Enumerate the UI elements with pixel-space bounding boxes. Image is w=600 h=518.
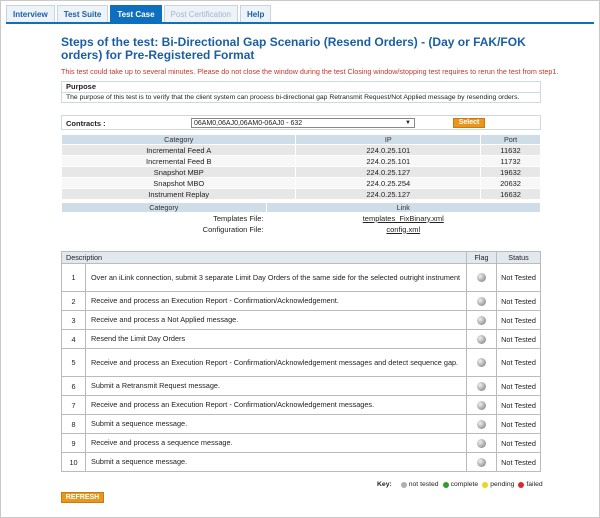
purpose-panel: [61, 81, 541, 103]
feeds-cell-ip: 224.0.25.101: [296, 156, 481, 167]
feeds-cell-port: 16632: [481, 189, 541, 200]
step-status: Not Tested: [497, 349, 541, 377]
purpose-text: The purpose of this test is to verify that the client system can process bi-directional gap Retransmit Request/Not Applied message by resending orders.: [66, 94, 520, 101]
step-description: Receive and process an Execution Report - Confirmation/Acknowledgement.: [86, 292, 467, 311]
files-header-link: Link: [266, 203, 540, 213]
steps-header-status: Status: [497, 252, 541, 264]
tab-help[interactable]: Help: [240, 5, 271, 23]
contracts-selected-value: 06AM0,06AJ0,06AM0-06AJ0 - 632: [194, 120, 303, 127]
step-description: Submit a Retransmit Request message.: [86, 377, 467, 396]
tab-post-certification: Post Certification: [164, 5, 238, 23]
files-row: [62, 224, 541, 235]
step-description: Receive and process an Execution Report - Confirmation/Acknowledgement messages.: [86, 396, 467, 415]
step-row: [62, 330, 541, 349]
status-dot-icon: [477, 458, 486, 467]
tab-underline: [6, 22, 594, 24]
step-status: Not Tested: [497, 396, 541, 415]
key-item-label: complete: [450, 481, 479, 488]
step-description: Submit a sequence message.: [86, 453, 467, 472]
step-number: 10: [62, 453, 86, 472]
key-label: Key:: [377, 481, 392, 488]
step-status: Not Tested: [497, 330, 541, 349]
feeds-cell-port: 11632: [481, 145, 541, 156]
feeds-cell-category: Snapshot MBP: [62, 167, 296, 178]
status-dot-icon: [477, 358, 486, 367]
feeds-cell-ip: 224.0.25.101: [296, 145, 481, 156]
step-number: 6: [62, 377, 86, 396]
step-row: [62, 396, 541, 415]
step-flag: [467, 292, 497, 311]
step-status: Not Tested: [497, 264, 541, 292]
step-flag: [467, 311, 497, 330]
step-number: 3: [62, 311, 86, 330]
step-description: Receive and process a sequence message.: [86, 434, 467, 453]
feeds-row: [62, 167, 541, 178]
file-link[interactable]: config.xml: [266, 224, 540, 235]
steps-table: [61, 251, 541, 472]
steps-header-description: Description: [62, 252, 467, 264]
contracts-panel: [61, 115, 541, 130]
contracts-label: Contracts :: [66, 119, 106, 128]
refresh-button[interactable]: REFRESH: [61, 492, 104, 503]
feeds-row: [62, 189, 541, 200]
step-row: [62, 292, 541, 311]
dropdown-arrow-icon: ▼: [405, 120, 411, 126]
step-flag: [467, 330, 497, 349]
files-cell-category: Configuration File:: [62, 224, 267, 235]
step-flag: [467, 264, 497, 292]
step-row: [62, 264, 541, 292]
step-flag: [467, 415, 497, 434]
feeds-cell-port: 20632: [481, 178, 541, 189]
step-description: Over an iLink connection, submit 3 separate Limit Day Orders of the same side for the selected outright instrument: [86, 264, 467, 292]
step-row: [62, 311, 541, 330]
step-number: 1: [62, 264, 86, 292]
step-flag: [467, 349, 497, 377]
feeds-header-category: Category: [62, 135, 296, 145]
step-number: 8: [62, 415, 86, 434]
status-dot-icon: [477, 382, 486, 391]
step-flag: [467, 396, 497, 415]
select-button[interactable]: Select: [453, 118, 485, 128]
status-dot-icon: [477, 401, 486, 410]
step-row: [62, 415, 541, 434]
step-row: [62, 434, 541, 453]
tab-interview[interactable]: Interview: [6, 5, 55, 23]
key-dot-icon: [401, 482, 407, 488]
step-description: Receive and process an Execution Report - Confirmation/Acknowledgement messages and detect sequence gap.: [86, 349, 467, 377]
feeds-row: [62, 145, 541, 156]
tab-test-case[interactable]: Test Case: [110, 5, 161, 23]
feeds-cell-ip: 224.0.25.254: [296, 178, 481, 189]
status-dot-icon: [477, 297, 486, 306]
step-number: 4: [62, 330, 86, 349]
step-number: 7: [62, 396, 86, 415]
step-status: Not Tested: [497, 377, 541, 396]
feeds-table: [61, 134, 541, 200]
status-dot-icon: [477, 420, 486, 429]
page-title: Steps of the test: Bi-Directional Gap Scenario (Resend Orders) - (Day or FAK/FOK orders) for Pre-Registered Format: [61, 35, 526, 62]
step-row: [62, 349, 541, 377]
step-row: [62, 377, 541, 396]
key-dot-icon: [518, 482, 524, 488]
feeds-header-port: Port: [481, 135, 541, 145]
feeds-cell-port: 19632: [481, 167, 541, 178]
step-flag: [467, 434, 497, 453]
status-dot-icon: [477, 273, 486, 282]
key-item-label: not tested: [408, 481, 439, 488]
feeds-cell-ip: 224.0.25.127: [296, 189, 481, 200]
key-dot-icon: [443, 482, 449, 488]
feeds-header-ip: IP: [296, 135, 481, 145]
steps-header-flag: Flag: [467, 252, 497, 264]
step-status: Not Tested: [497, 311, 541, 330]
key-dot-icon: [482, 482, 488, 488]
step-status: Not Tested: [497, 415, 541, 434]
tab-bar: [6, 5, 273, 23]
file-link[interactable]: templates_FixBinary.xml: [266, 213, 540, 224]
step-number: 2: [62, 292, 86, 311]
files-cell-category: Templates File:: [62, 213, 267, 224]
step-flag: [467, 453, 497, 472]
status-dot-icon: [477, 316, 486, 325]
feeds-cell-category: Incremental Feed B: [62, 156, 296, 167]
feeds-cell-port: 11732: [481, 156, 541, 167]
purpose-heading: Purpose: [62, 82, 540, 93]
status-dot-icon: [477, 439, 486, 448]
step-number: 9: [62, 434, 86, 453]
contracts-select[interactable]: [191, 118, 415, 128]
step-row: [62, 453, 541, 472]
key-item-label: pending: [490, 481, 515, 488]
status-key: [377, 481, 543, 488]
step-status: Not Tested: [497, 292, 541, 311]
step-number: 5: [62, 349, 86, 377]
step-description: Receive and process a Not Applied message.: [86, 311, 467, 330]
step-status: Not Tested: [497, 434, 541, 453]
feeds-cell-category: Instrument Replay: [62, 189, 296, 200]
step-status: Not Tested: [497, 453, 541, 472]
feeds-cell-category: Snapshot MBO: [62, 178, 296, 189]
tab-test-suite[interactable]: Test Suite: [57, 5, 109, 23]
files-header-category: Category: [62, 203, 267, 213]
warning-message: This test could take up to several minutes. Please do not close the window during the test Closing window/stopping test requires to rerun the test from step1.: [61, 67, 559, 76]
key-item-label: failed: [526, 481, 543, 488]
status-dot-icon: [477, 335, 486, 344]
feeds-row: [62, 156, 541, 167]
feeds-cell-ip: 224.0.25.127: [296, 167, 481, 178]
step-description: Resend the Limit Day Orders: [86, 330, 467, 349]
feeds-row: [62, 178, 541, 189]
files-table: [61, 202, 541, 235]
feeds-cell-category: Incremental Feed A: [62, 145, 296, 156]
files-row: [62, 213, 541, 224]
step-description: Submit a sequence message.: [86, 415, 467, 434]
step-flag: [467, 377, 497, 396]
